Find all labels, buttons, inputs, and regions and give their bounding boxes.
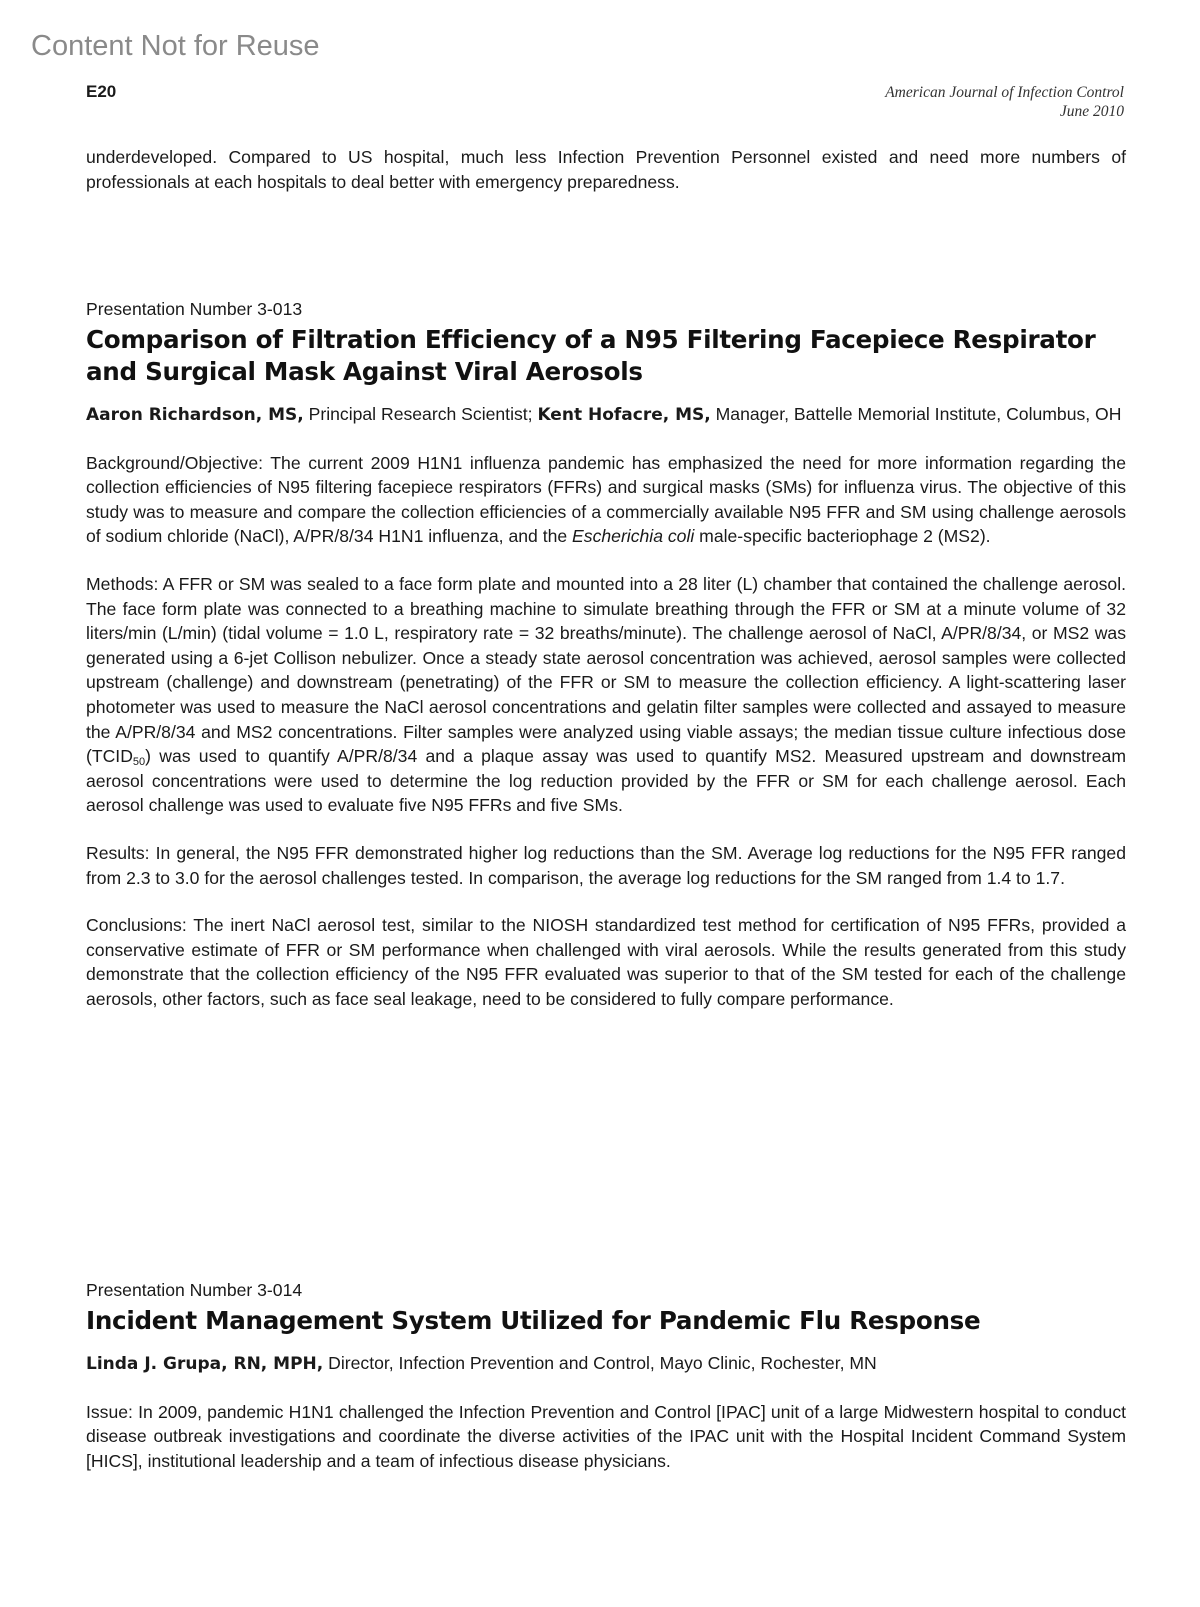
subscript: 50 <box>132 756 146 769</box>
journal-name: American Journal of Infection Control <box>885 84 1124 101</box>
author-line <box>86 1351 1126 1377</box>
abstract-title: Comparison of Filtration Efficiency of a N95 Filtering Facepiece Respirator and Surgical Mask Against Viral Aerosols <box>86 325 1096 386</box>
presentation-number: Presentation Number 3-014 <box>86 1280 303 1300</box>
watermark: Content Not for Reuse <box>31 30 320 62</box>
intro-section <box>86 145 1126 217</box>
page-number: E20 <box>86 82 117 101</box>
author-affiliation: Manager, Battelle Memorial Institute, Columbus, OH <box>710 404 1122 424</box>
background-paragraph: Background/Objective: The current 2009 H1N1 influenza pandemic has emphasized the need for more information regarding the collection efficiencies of N95 filtering facepiece respirators (FFRs) and surgical masks (SMs) for influenza virus. The objective of this study was to measure and compare the collection efficiencies of a commercially available N95 FFR and SM using challenge aerosols of sodium chloride (NaCl), A/PR/8/34 H1N1 influenza, and the Escherichia coli male-specific bacteriophage 2 (MS2). <box>86 452 1126 547</box>
author-name: Aaron Richardson, MS, <box>86 405 304 425</box>
journal-header <box>885 83 1124 121</box>
presentation-number: Presentation Number 3-013 <box>86 299 303 319</box>
conclusions-paragraph: Conclusions: The inert NaCl aerosol test, similar to the NIOSH standardized test method for certification of N95 FFRs, provided a conservative estimate of FFR or SM performance when challenged with viral aerosols. While the results generated from this study demonstrate that the collection efficiency of the N95 FFR evaluated was superior to that of the SM tested for each of the challenge aerosols, other factors, such as face seal leakage, need to be considered to fully compare performance. <box>86 915 1126 1009</box>
abstract-title: Incident Management System Utilized for Pandemic Flu Response <box>86 1306 981 1335</box>
methods-paragraph: Methods: A FFR or SM was sealed to a face form plate and mounted into a 28 liter (L) chamber that contained the challenge aerosol. The face form plate was connected to a breathing machine to simulate breathing through the FFR or SM at a minute volume of 32 liters/min (L/min) (tidal volume = 1.0 L, respiratory rate = 32 breaths/minute). The challenge aerosol of NaCl, A/PR/8/34, or MS2 was generated using a 6-jet Collison nebulizer. Once a steady state aerosol concentration was achieved, aerosol samples were collected upstream (challenge) and downstream (penetrating) of the FFR or SM to measure the collection efficiency. A light-scattering laser photometer was used to measure the NaCl aerosol concentrations and gelatin filter samples were collected and assayed to measure the A/PR/8/34 and MS2 concentrations. Filter samples were analyzed using viable assays; the median tissue culture infectious dose $(TCID_{50})$ was used to quantify A/PR/8/34 and a plaque assay was used to quantify MS2. Measured upstream and downstream aerosol concentrations were used to determine the log reduction provided by the FFR or SM for each challenge aerosol. Each aerosol challenge was used to evaluate five N95 FFRs and five SMs. <box>86 573 1126 816</box>
intro-paragraph: underdeveloped. Compared to US hospital, much less Infection Prevention Personnel existed and need more numbers of professionals at each hospitals to deal better with emergency preparedness. <box>86 147 1126 192</box>
author-affiliation: Principal Research Scientist; <box>303 404 538 424</box>
results-paragraph: Results: In general, the N95 FFR demonstrated higher log reductions than the SM. Average log reductions for the N95 FFR ranged from 2.3 to 3.0 for the aerosol challenges tested. In comparison, the average log reductions for the SM ranged from 1.4 to 1.7. <box>86 842 1126 888</box>
abstract-3-014 <box>86 1279 1126 1496</box>
author-name: Linda J. Grupa, RN, MPH, <box>86 1354 324 1374</box>
author-line <box>86 402 1126 428</box>
issue-date: June 2010 <box>1059 103 1124 120</box>
issue-paragraph: Issue: In 2009, pandemic H1N1 challenged the Infection Prevention and Control [IPAC] unit of a large Midwestern hospital to conduct disease outbreak investigations and coordinate the diverse activities of the IPAC unit with the Hospital Incident Command System [HICS], institutional leadership and a team of infectious disease physicians. <box>86 1401 1126 1471</box>
abstract-3-013 <box>86 298 1126 1034</box>
species-name: Escherichia coli <box>572 526 695 547</box>
author-name: Kent Hofacre, MS, <box>537 405 711 425</box>
author-affiliation: Director, Infection Prevention and Control, Mayo Clinic, Rochester, MN <box>323 1353 877 1373</box>
